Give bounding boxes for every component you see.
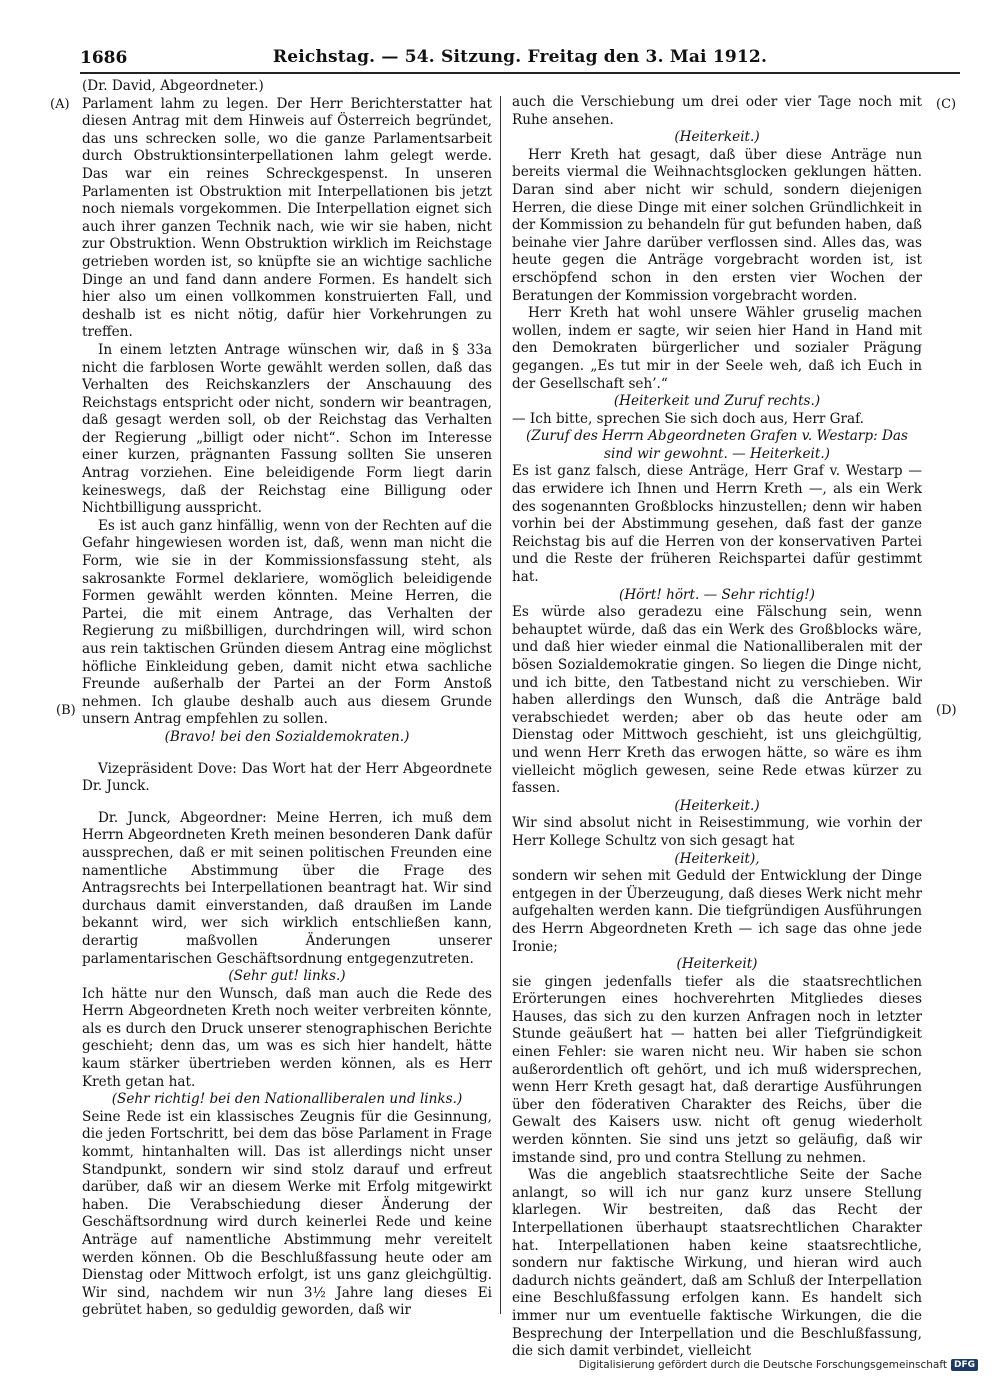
interjection: (Bravo! bei den Sozialdemokraten.) [164,728,410,745]
right-column [512,94,922,1361]
paragraph: Was die angeblich staatsrechtliche Seite der Sache anlangt, so will ich nur ganz kurz unsere Stellung klarlegen. Wir bestreiten, daß das Recht der Interpellationen überhaupt staatsrechtlichen Charakter hat. Interpellationen haben keine staatsrechtliche, sondern nur faktische Wirkung, und hieran wird auch dadurch nichts geändert, daß am Schluß der Interpellation eine Beschlußfassung erfolgen kann. Es handelt sich immer nur um eventuelle faktische Wirkungen, die die Besprechung der Interpellation und die Beschlußfassung, die sich damit verbindet, vielleicht [512,1167,922,1360]
digitization-credit [579,1359,978,1371]
speaker-reference: (Dr. David, Abgeordneter.) [82,78,264,94]
margin-mark-a: (A) [50,97,70,112]
paragraph: sondern wir sehen mit Geduld der Entwicklung der Dinge entgegen in der Überzeugung, daß dieses Werk nicht mehr aufgehalten werden kann. Die tiefgründigen Ausführungen des Herrn Abgeordneten Kreth — ich sage das ohne jede Ironie; [512,868,922,955]
paragraph: Ich hätte nur den Wunsch, daß man auch die Rede des Herrn Abgeordneten Kreth noch weiter verbreiten könnte, als es durch den Druck unserer stenographischen Berichte geschieht; denn das, um was es sich hier handelt, hätte kaum stärker übertrieben werden können, als es Herr Kreth getan hat. [82,985,492,1090]
interjection: (Heiterkeit) [676,956,758,973]
interjection: (Zuruf des Herrn Abgeordneten Grafen v. Westarp: Das sind wir gewohnt. — Heiterkeit.) [525,428,908,462]
column-divider [500,96,501,1314]
interjection: (Heiterkeit und Zuruf rechts.) [613,393,821,410]
paragraph: Wir sind absolut nicht in Reisestimmung, wie vorhin der Herr Kollege Schultz von sich gesagt hat [512,815,922,849]
interjection: (Sehr gut! links.) [228,968,346,985]
paragraph: auch die Verschiebung um drei oder vier Tage noch mit Ruhe ansehen. [512,94,922,128]
interjection: (Hört! hört. — Sehr richtig!) [619,586,815,603]
interjection: (Heiterkeit.) [674,129,760,146]
dfg-logo-icon: DFG [951,1359,978,1371]
margin-mark-b: (B) [56,703,76,718]
page-number: 1686 [80,48,128,68]
interjection: (Heiterkeit), [674,850,760,867]
margin-mark-c: (C) [936,97,957,112]
paragraph: Parlament lahm zu legen. Der Herr Berichterstatter hat diesen Antrag mit dem Hinweis auf Österreich begründet, das uns schrecken solle, wo die ganze Parlamentsarbeit durch Obstruktionsinterpellationen lahm gelegt werde. Das war ein reines Schreckgespenst. In unseren Parlamenten ist Obstruktion mit Interpellationen bis jetzt noch niemals vorgekommen. Die Interpellation eignet sich auch ihrer ganzen Technik nach, wie wir sie haben, nicht zur Obstruktion. Wenn Obstruktion wirklich im Reichstage getrieben worden ist, so knüpfte sie an wichtige sachliche Dinge an und fand dann andere Formen. Es handelt sich hier also um einen vollkommen konstruierten Fall, und deshalb ist es nicht nötig, dafür hier Vorkehrungen zu treffen. [82,95,492,341]
speaker-paragraph: Vizepräsident Dove: Das Wort hat der Herr Abgeordnete Dr. Junck. [82,760,492,795]
paragraph: Herr Kreth hat gesagt, daß über diese Anträge nun bereits viermal die Weihnachtsglocken geklungen hätten. Daran sind aber nicht wir schuld, sondern diejenigen Herren, die diese Dinge mit einer solchen Gründlichkeit in der Kommission zu behandeln für gut befunden haben, daß beinahe vier Jahre darüber verflossen sind. Alles das, was heute gegen die Anträge vorgebracht worden ist, ist erschöpfend schon in den ersten vier Wochen der Beratungen der Kommission vorgebracht worden. [512,146,922,304]
paragraph: Es ist ganz falsch, diese Anträge, Herr Graf v. Westarp — das erwidere ich Ihnen und Herrn Kreth —, als ein Werk des sogenannten Großblocks hinzustellen; denn wir haben vorhin bei der Abstimmung gesehen, daß fast der ganze Reichstag bis auf die Herren von der konservativen Partei und die Reste der früheren Reichspartei dafür gestimmt hat. [512,463,922,586]
paragraph: sie gingen jedenfalls tiefer als die staatsrechtlichen Erörterungen eines hochverehrten Mitgliedes dieses Hauses, das sich zu den kurzen Anfragen noch in letzter Stunde geäußert hat — hatten bei aller Tiefgründigkeit einen Fehler: sie waren nicht neu. Wir haben sie schon außerordentlich oft gehört, und ich muß widersprechen, wenn Herr Kreth gesagt hat, daß derartige Ausführungen über den föderativen Charakter des Reichs, über die Gewalt des Kaisers usw. nicht oft genug wiederholt werden könnten. Sie sind uns jetzt so geläufig, daß wir imstande sind, pro und contra Stellung zu nehmen. [512,973,922,1166]
paragraph: Es ist auch ganz hinfällig, wenn von der Rechten auf die Gefahr hingewiesen worden ist, daß, wenn man nicht die Form, wie sie in der Kommissionsfassung steht, als sakrosankte Formel deklariere, womöglich beleidigende Formen gewählt werden könnten. Meine Herren, die Partei, die mit einem Antrage, das Verhalten der Regierung zu mißbilligen, durchdringen will, wird schon aus rein taktischen Gründen diesem Antrag eine möglichst höfliche Einkleidung geben, damit nicht etwa sachliche Freunde außerhalb der Partei an der Form Anstoß nehmen. Ich glaube deshalb auch aus diesem Grunde unsern Antrag empfehlen zu sollen. [82,517,492,728]
speaker-paragraph: Dr. Junck, Abgeordner: Meine Herren, ich muß dem Herrn Abgeordneten Kreth meinen besonderen Dank dafür aussprechen, daß er mit seinen politischen Freunden eine namentliche Abstimmung über die Frage des Antragsrechts bei Interpellationen beantragt hat. Wir sind durchaus damit einverstanden, daß draußen im Lande bekannt wird, wer sich wirklich entschließen kann, derartig maßvollen Änderungen unserer parlamentarischen Geschäftsordnung entgegenzutreten. [82,809,492,967]
paragraph: In einem letzten Antrage wünschen wir, daß in § 33a nicht die farblosen Worte gewählt werden sollen, daß das Verhalten des Reichskanzlers der Anschauung des Reichstags entspricht oder nicht, sondern wir beantragen, daß gesagt werden soll, ob der Reichstag das Verhalten der Regierung „billigt oder nicht“. Schon im Interesse einer kurzen, prägnanten Fassung sollten Sie unseren Antrag vorziehen. Eine beleidigende Form liegt darin keineswegs, daß der Reichstag eine Billigung oder Nichtbilligung ausspricht. [82,341,492,517]
page-header [80,44,960,74]
margin-mark-d: (D) [936,703,957,718]
running-title: Reichstag. — 54. Sitzung. Freitag den 3. Mai 1912. [272,47,768,67]
paragraph: Seine Rede ist ein klassisches Zeugnis für die Gesinnung, die jeden Fortschritt, bei dem das böse Parlament in Frage kommt, hintanhalten will. Das ist allerdings nicht unser Standpunkt, sondern wir sind stolz darauf und erfreut darüber, daß wir an diesem Werke mit Erfolg mitgewirkt haben. Die Verabschiedung dieser Änderung der Geschäftsordnung wird durch keinerlei Rede und keine Anträge auf namentliche Abstimmung mehr vereitelt werden können. Ob die Beschlußfassung heute oder am Dienstag oder Mittwoch erfolgt, ist uns ganz gleichgültig. Wir sind, nachdem wir nun 3½ Jahre lang dieses Ei gebrütet haben, so geduldig geworden, daß wir [82,1108,492,1319]
paragraph: Es würde also geradezu eine Fälschung sein, wenn behauptet würde, daß das ein Werk des Großblocks wäre, und daß hier wieder einmal die Nationalliberalen mit der bösen Sozialdemokratie gingen. So liegen die Dinge nicht, und ich bitte, den Tatbestand nicht zu verschieben. Wir haben allerdings den Wunsch, daß die Anträge bald verabschiedet werden; aber ob das heute oder am Dienstag oder Mittwoch geschieht, ist uns gleichgültig, und wenn Herr Kreth das erwogen hätte, so wäre es ihm vielleicht möglich gewesen, seine Rede etwas kürzer zu fassen. [512,604,922,797]
left-column [82,78,492,1320]
interjection: (Heiterkeit.) [674,797,760,814]
paragraph: Herr Kreth hat wohl unsere Wähler gruselig machen wollen, indem er sagte, wir seien hier Hand in Hand mit den Demokraten bürgerlicher und sozialer Prägung gegangen. „Es tut mir in der Seele weh, daß ich Euch in der Gesellschaft seh’.“ [512,305,922,392]
paragraph: — Ich bitte, sprechen Sie sich doch aus, Herr Graf. [512,410,864,427]
credit-text: Digitalisierung gefördert durch die Deutsche Forschungsgemeinschaft [578,1359,947,1371]
interjection: (Sehr richtig! bei den Nationalliberalen und links.) [111,1091,463,1108]
